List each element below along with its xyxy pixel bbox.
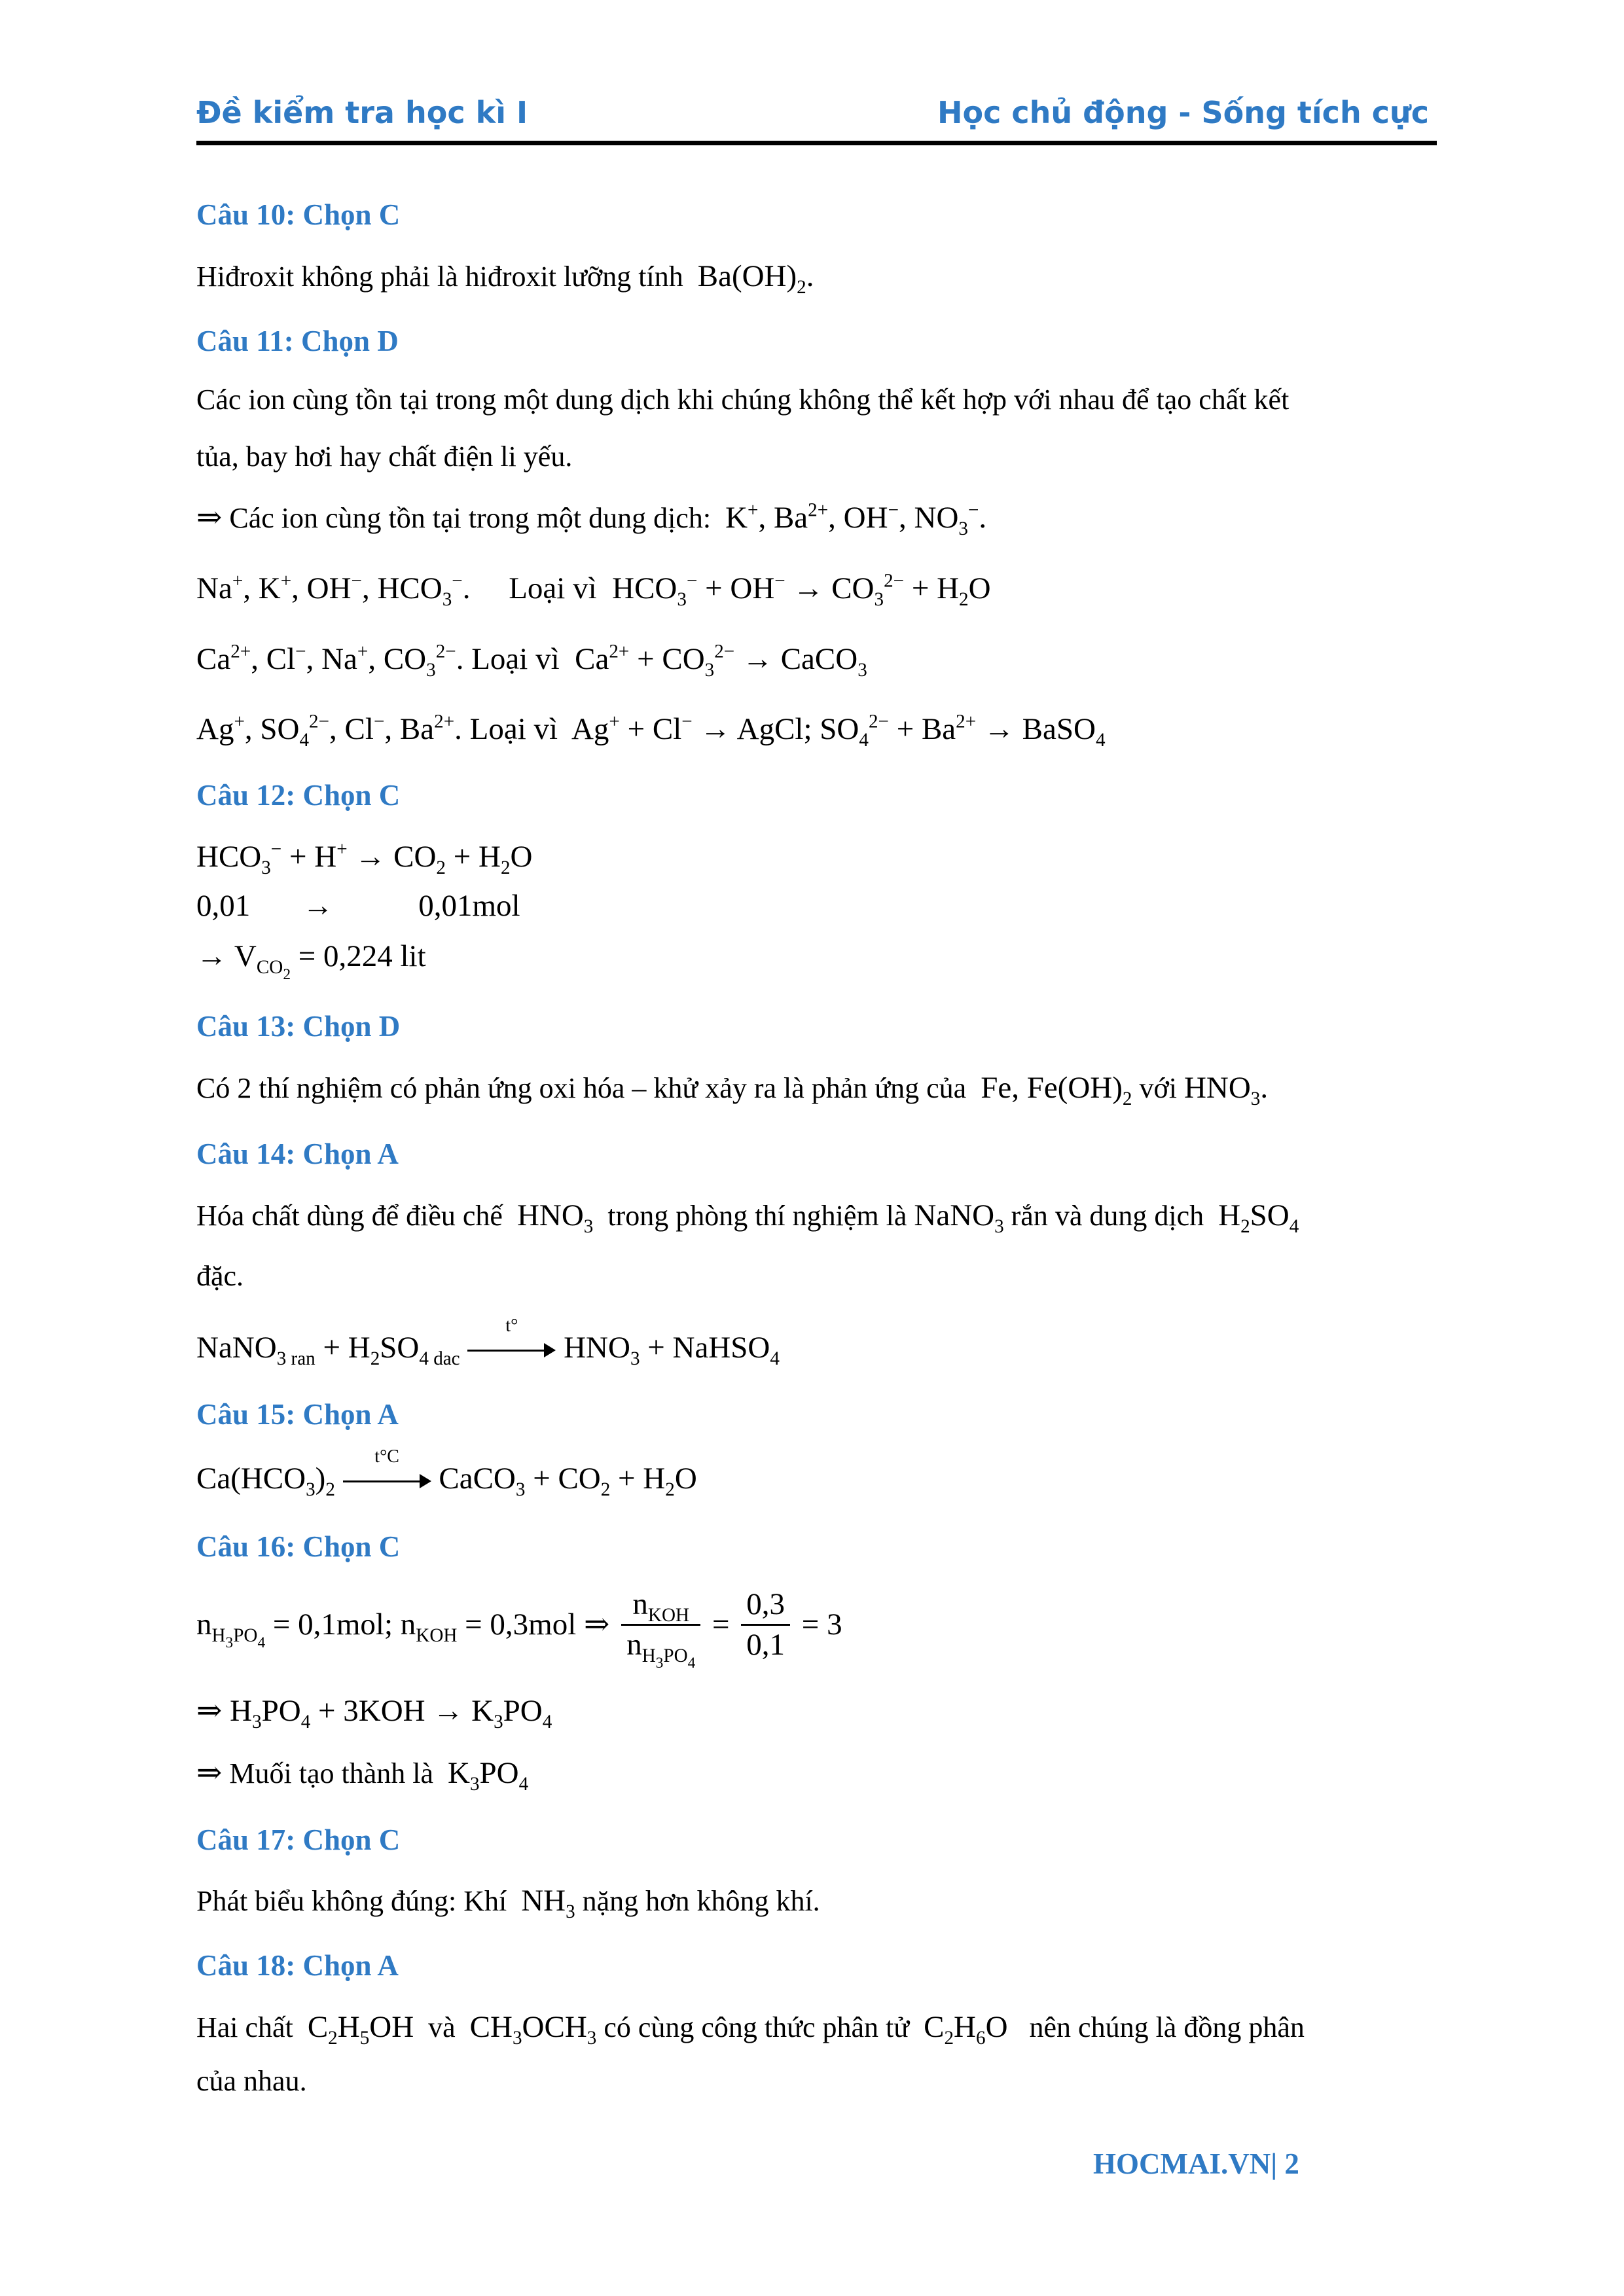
heat-arrow: t°C (343, 1471, 431, 1491)
q11-title: Câu 11: Chọn D (196, 325, 399, 357)
q12-equation: $HCO_3^- + H^+ \to CO_2 + H_2O$ (196, 838, 533, 879)
q18-text-2: của nhau. (196, 2065, 307, 2097)
q18-title: Câu 18: Chọn A (196, 1949, 399, 1982)
q15-equation: $Ca(HCO_3)_2$ t°C CaCO$_3$ + $CO_2 + H_2O$ (196, 1446, 697, 1501)
page-footer: HOCMAI.VN| 2 (1093, 2147, 1299, 2180)
q12-title: Câu 12: Chọn C (196, 779, 401, 812)
q11-reject-1: Na+, K+, OH−, $HCO_3^-$. Loại vì $HCO_3^- + OH^- \to CO_3^{2-} + H_2O$ (196, 570, 991, 611)
header-title: Đề kiểm tra học kì I (196, 95, 528, 130)
heat-arrow: t° (467, 1340, 556, 1360)
page-header (196, 95, 1437, 145)
q11-reject-3: Ag+, $SO_4^{2-}$, Cl−, $Ba^{2+}$. Loại vì Ag+ + Cl− → AgCl; $SO_4^{2-} + Ba^{2+}$ → BaSO$_4$ (196, 711, 1106, 751)
q12-volume: → $V_{CO_2} = 0,224$ lit (196, 939, 426, 983)
q14-equation: NaNO$_{3 ran}$ + $H_2SO_{4 dac}$ t° $HNO_3$ + NaHSO$_4$ (196, 1316, 780, 1370)
q16-salt: ⇒ Muối tạo thành là $K_3PO_4$ (196, 1756, 529, 1795)
q14-title: Câu 14: Chọn A (196, 1138, 399, 1170)
q17-title: Câu 17: Chọn C (196, 1823, 401, 1856)
q10-text: Hiđroxit không phải là hiđroxit lưỡng tính $Ba(OH)_2$. (196, 259, 814, 298)
q18-text: Hai chất $C_2H_5OH$ và $CH_3OCH_3$ có cùng công thức phân tử $C_2H_6O$ nên chúng là đồng phân (196, 2010, 1305, 2049)
ratio-fraction-symbols: $\frac{n_{KOH}}{n_{H_3PO_4}}$ (621, 1585, 700, 1664)
ratio-fraction-values: $\frac{0,3}{0,1}$ (741, 1585, 790, 1664)
q10-title: Câu 10: Chọn C (196, 198, 401, 231)
q17-text: Phát biểu không đúng: Khí $NH_3$ nặng hơn không khí. (196, 1884, 820, 1923)
q16-title: Câu 16: Chọn C (196, 1530, 401, 1563)
q13-title: Câu 13: Chọn D (196, 1010, 401, 1043)
q16-moles: $n_{H_3PO_4} = 0,1mol$; $n_{KOH} = 0,3mol$ ⇒ $\frac{n_{KOH}}{n_{H_3PO_4}}$ = $\frac{0,3}{0,1}$ = 3 (196, 1585, 842, 1664)
q14-text-end: đặc. (196, 1260, 244, 1292)
q11-conclusion: ⇒ Các ion cùng tồn tại trong một dung dịch: K+, $Ba^{2+}$, OH−, $NO_3^-$. (196, 499, 987, 540)
q11-reject-2: $Ca^{2+}$, Cl−, Na+, $CO_3^{2-}$. Loại vì $Ca^{2+} + CO_3^{2-}$ → CaCO$_3$ (196, 641, 867, 681)
q13-text: Có 2 thí nghiệm có phản ứng oxi hóa – khử xảy ra là phản ứng của Fe, $Fe(OH)_2$ với $HNO_3$. (196, 1071, 1269, 1110)
q14-text: Hóa chất dùng để điều chế $HNO_3$ trong phòng thí nghiệm là NaNO$_3$ rắn và dung dịch $H_2SO_4$ (196, 1198, 1299, 1238)
q12-mol: 0,01 → 0,01mol (196, 889, 520, 923)
header-slogan: Học chủ động - Sống tích cực (937, 95, 1429, 130)
q11-text-1: Các ion cùng tồn tại trong một dung dịch khi chúng không thể kết hợp với nhau để tạo chất kết (196, 384, 1290, 416)
q16-equation: ⇒ $H_3PO_4 + 3KOH \to K_3PO_4$ (196, 1694, 552, 1733)
q11-text-2: tủa, bay hơi hay chất điện li yếu. (196, 440, 573, 473)
q15-title: Câu 15: Chọn A (196, 1398, 399, 1431)
